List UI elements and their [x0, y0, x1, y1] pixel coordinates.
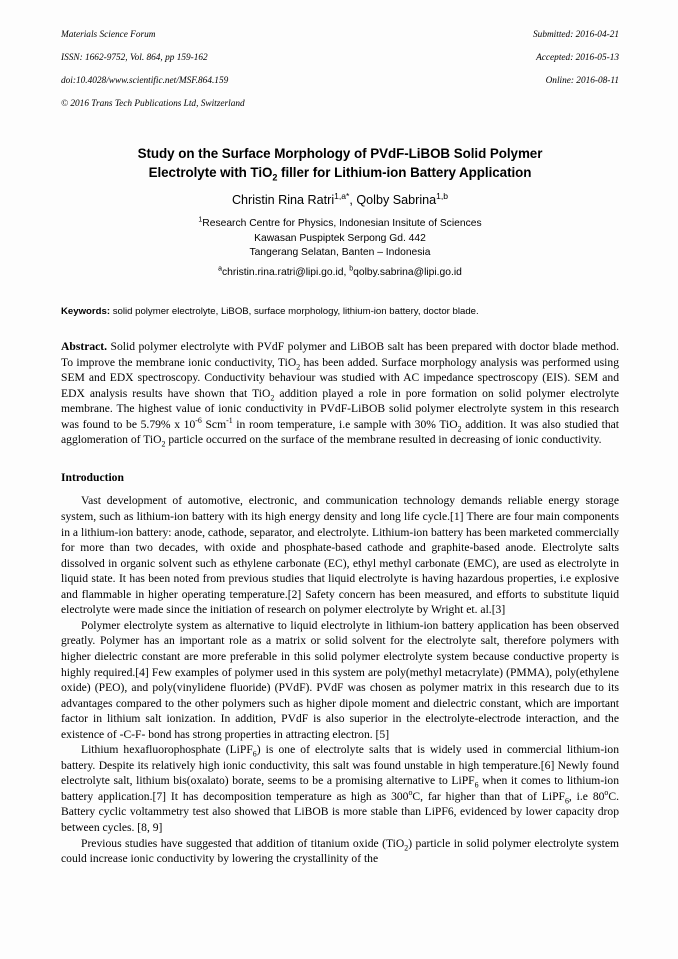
journal-issn-volume: ISSN: 1662-9752, Vol. 864, pp 159-162: [61, 52, 208, 63]
journal-copyright: © 2016 Trans Tech Publications Ltd, Switzerland: [61, 99, 245, 110]
affiliation-line-3: Tangerang Selatan, Banten – Indonesia: [249, 246, 431, 258]
email-1-marker: a: [218, 265, 223, 273]
abstract-label: Abstract.: [61, 340, 108, 354]
abstract-part-1: Solid polymer electrolyte with PVdF polymer and LiBOB salt has been prepared with doctor blade method. To improve the membrane ionic conductivity, TiO: [61, 340, 619, 369]
p3-part-1: Lithium hexafluorophosphate (LiPF: [81, 743, 253, 757]
email-2-marker: b: [349, 265, 354, 273]
abstract-block: [61, 339, 619, 448]
intro-paragraph-4: [61, 836, 619, 867]
p3-sup-1: o: [408, 788, 413, 798]
abstract-sub-4: 2: [161, 439, 166, 449]
author-separator: ,: [349, 193, 357, 208]
p3-sub-2: 6: [474, 780, 479, 790]
keywords-text: solid polymer electrolyte, LiBOB, surface morphology, lithium-ion battery, doctor blade.: [110, 306, 479, 318]
paper-title-subscript: 2: [272, 172, 278, 183]
journal-header-right: [533, 18, 619, 99]
email-2[interactable]: qolby.sabrina@lipi.go.id: [353, 266, 462, 278]
p4-sub-1: 2: [404, 842, 409, 852]
affiliation-block: [61, 217, 619, 260]
keywords-label: Keywords:: [61, 306, 111, 318]
p3-sub-3: 6: [564, 796, 569, 806]
p4-part-1: Previous studies have suggested that addition of titanium oxide (TiO: [81, 836, 405, 850]
section-heading-introduction: Introduction: [61, 470, 124, 484]
intro-paragraph-3: [61, 742, 619, 835]
affiliation-marker: 1: [198, 216, 203, 224]
affiliation-line-2: Kawasan Puspiptek Serpong Gd. 442: [254, 232, 426, 244]
p3-part-3: when it comes to lithium-ion battery application.[7] It has decomposition temperature as high as 300: [61, 774, 619, 803]
author-1-affiliation-marker: 1,a*: [334, 191, 350, 202]
p3-sub-1: 6: [252, 749, 257, 759]
page-content: [61, 18, 619, 867]
email-1[interactable]: christin.rina.ratri@lipi.go.id: [222, 266, 344, 278]
p3-part-6: C. Battery cyclic voltammetry test also showed that LiBOB is more stable than LiPF6, evidenced by lower capacity drop between cycles. [8, 9]: [61, 789, 619, 834]
abstract-part-4: Scm: [201, 417, 227, 431]
intro-paragraph-1: Vast development of automotive, electronic, and communication technology demands reliable energy storage system, such as lithium-ion battery with its high energy density and long life cycle.[1] There are four main components in a lithium-ion battery: anode, cathode, separator, and electrolyte. Lithium-ion battery has been marketed commercially for more than two decades, with oxide and phosphate-based cathode and graphite-based anode. Electrolyte salts dissolved in organic solvent such as ethylene carbonate (EC), ethyl methyl carbonate (EMC), are used as electrolyte in liquid state. It has been noted from previous studies that liquid electrolyte is having hazardous properties, i.e explosive and flammable in higher operating temperature.[2] Safety concern has been measured, and efforts to substitute liquid electrolyte were made since the initiation of research on polymer electrolyte by Wright et. al.[3]: [61, 494, 619, 617]
affiliation-institution: Research Centre for Physics, Indonesian Insitute of Sciences: [202, 218, 482, 230]
author-1-name: Christin Rina Ratri: [231, 193, 335, 208]
keywords-block: [61, 305, 619, 318]
abstract-part-5: in room temperature, i.e sample with 30% TiO: [232, 417, 458, 431]
abstract-sub-3: 2: [457, 424, 462, 434]
abstract-part-7: particle occurred on the surface of the membrane resulted in decreasing of ionic conductivity.: [165, 433, 602, 447]
journal-doi: doi:10.4028/www.scientific.net/MSF.864.159: [61, 75, 229, 86]
online-date: Online: 2016-08-11: [545, 75, 619, 86]
p3-part-4: C, far higher than that of LiPF: [412, 789, 565, 803]
journal-name: Materials Science Forum: [61, 29, 156, 40]
paper-title-line2-b: filler for Lithium-ion Battery Application: [277, 164, 532, 180]
p3-sup-2: o: [604, 788, 609, 798]
abstract-part-6: addition. It was also studied that agglomeration of TiO: [61, 417, 619, 447]
intro-paragraph-2: Polymer electrolyte system as alternative to liquid electrolyte in lithium-ion battery application has been observed greatly. Polymer has an important role as a matrix or solid solvent for the electrolyte salt, therefore polymers with higher dielectric constant are more preferable in this solid polymer electrolyte system because conductive property is highly required.[4] Few examples of polymer used in this system are poly(methyl metacrylate) (PMMA), poly(ethylene oxide) (PEO), and poly(vinylidene fluoride) (PVdF). PVdF was chosen as polymer matrix in this research due to its advantages compared to the other polymers such as higher dipole moment and dielectric constant, which are important factor in lithium salt ionization. In addition, PVdF is also superior in the electrolyte-electrode interaction, and the existence of -C-F- bond has strong properties in attracting electron. [5]: [61, 618, 619, 741]
abstract-sup-2: -1: [226, 416, 233, 426]
p3-part-5: , i.e 80: [568, 789, 605, 803]
accepted-date: Accepted: 2016-05-13: [536, 52, 619, 63]
email-separator: ,: [343, 266, 350, 278]
paper-title-line2-a: Electrolyte with TiO: [148, 164, 273, 180]
p4-part-2: ) particle in solid polymer electrolyte system could increase ionic conductivity by lowering the crystallinity of the: [61, 836, 619, 866]
author-2-affiliation-marker: 1,b: [436, 191, 449, 202]
author-2-name: Qolby Sabrina: [356, 193, 437, 208]
affiliation-line-1: [61, 217, 619, 231]
abstract-part-3: addition played a role in pore formation on solid polymer electrolyte membrane. The highest value of ionic conductivity in PVdF-LiBOB solid polymer electrolyte system in this research was found to be 5.79% x 10: [61, 386, 619, 431]
abstract-sub-1: 2: [296, 362, 301, 372]
abstract-sup-1: -6: [195, 416, 202, 426]
p3-part-2: ) is one of electrolyte salts that is widely used in commercial lithium-ion battery. Despite its relatively high ionic conductivity, this salt was found unstable in high temperature.[6] Newly found electrolyte salt, lithium bis(oxalato) borate, seems to be a promising alternative to LiPF: [61, 743, 619, 788]
journal-header: [61, 18, 619, 122]
journal-header-left: [61, 18, 245, 122]
paper-title-line1: Study on the Surface Morphology of PVdF-LiBOB Solid Polymer: [137, 146, 543, 162]
author-emails: [61, 266, 619, 280]
paper-title: [61, 145, 619, 182]
submitted-date: Submitted: 2016-04-21: [533, 29, 619, 40]
author-list: [61, 192, 619, 208]
abstract-part-2: has been added. Surface morphology analysis was performed using SEM and EDX spectroscopy. Conductivity behaviour was studied with AC impedance spectroscopy (EIS). SEM and EDX analysis results have shown that TiO: [61, 355, 619, 400]
abstract-sub-2: 2: [270, 393, 275, 403]
